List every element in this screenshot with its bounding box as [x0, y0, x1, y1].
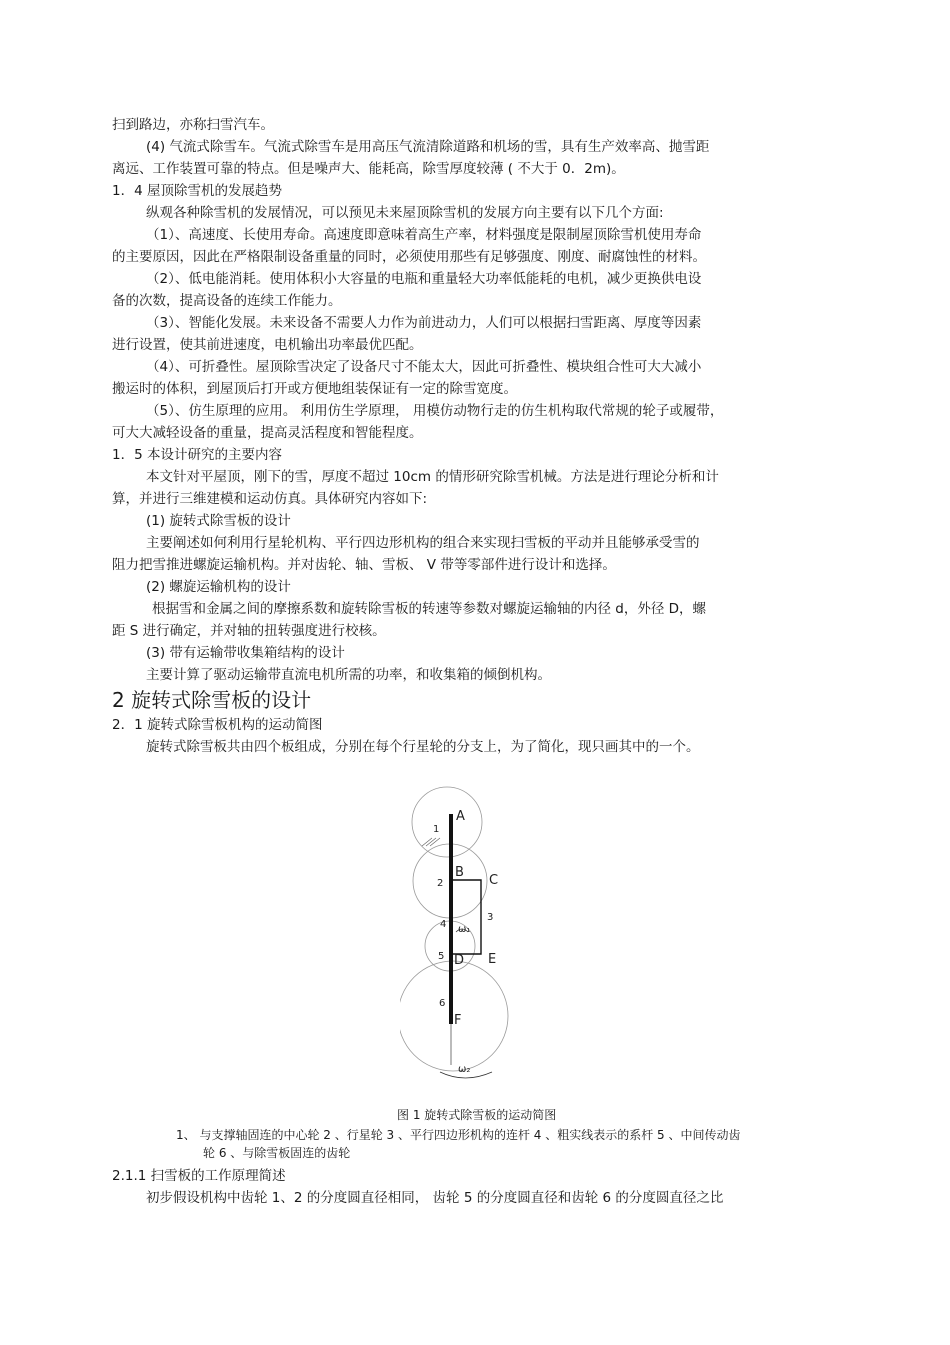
text-line: 本文针对平屋顶，刚下的雪，厚度不超过 10cm 的情形研究除雪机械。方法是进行理论分析和计: [146, 469, 719, 485]
text-line: 根据雪和金属之间的摩擦系数和旋转除雪板的转速等参数对螺旋运输轴的内径 d，外径 D，螺: [152, 601, 707, 617]
subsection-title: 2.1.1 扫雪板的工作原理简述: [112, 1168, 286, 1184]
text-line: （5）、仿生原理的应用。 利用仿生学原理， 用模仿动物行走的仿生机构取代常规的轮子或履带，: [146, 403, 724, 419]
text-line: （2）、低电能消耗。使用体积小大容量的电瓶和重量轻大功率低能耗的电机，减少更换供电设: [146, 271, 702, 287]
label-A: A: [456, 809, 465, 824]
label-omega1: ω₁: [458, 924, 471, 935]
text-line: (2) 螺旋运输机构的设计: [146, 579, 291, 595]
text-line: （4）、可折叠性。屋顶除雪决定了设备尺寸不能太大，因此可折叠性、模块组合性可大大减小: [146, 359, 702, 375]
text-line: （3）、智能化发展。未来设备不需要人力作为前进动力，人们可以根据扫雪距离、厚度等因素: [146, 315, 702, 331]
label-B: B: [455, 865, 464, 880]
label-omega2: ω₂: [458, 1064, 471, 1075]
label-D: D: [454, 953, 465, 968]
text-line: 纵观各种除雪机的发展情况，可以预见未来屋顶除雪机的发展方向主要有以下几个方面:: [146, 205, 664, 221]
text-line: 算，并进行三维建模和运动仿真。具体研究内容如下:: [112, 491, 428, 507]
text-line: 旋转式除雪板共由四个板组成，分别在每个行星轮的分支上，为了简化，现只画其中的一个。: [146, 739, 700, 755]
label-2: 2: [437, 878, 444, 889]
subsection-title: 2．1 旋转式除雪板机构的运动简图: [112, 717, 323, 733]
text-line: 离远、工作装置可靠的特点。但是噪声大、能耗高，除雪厚度较薄 ( 不大于 0．2m)。: [112, 161, 625, 177]
text-line: 可大大减轻设备的重量，提高灵活程度和智能程度。: [112, 425, 423, 441]
text-line: 的主要原因，因此在严格限制设备重量的同时，必须使用那些有足够强度、刚度、耐腐蚀性的材料。: [112, 249, 706, 265]
label-3: 3: [487, 912, 494, 923]
text-line: 搬运时的体积，到屋顶后打开或方便地组装保证有一定的除雪宽度。: [112, 381, 517, 397]
text-line: 进行设置，使其前进速度，电机输出功率最优匹配。: [112, 337, 423, 353]
parallelogram-link: [451, 880, 481, 954]
text-line: 阻力把雪推进螺旋运输机构。并对齿轮、轴、雪板、 V 带等零部件进行设计和选择。: [112, 557, 616, 573]
label-5: 5: [438, 951, 445, 962]
text-line: (4) 气流式除雪车。气流式除雪车是用高压气流清除道路和机场的雪，具有生产效率高、抛雪距: [146, 139, 710, 155]
label-E: E: [488, 952, 497, 967]
text-line: 初步假设机构中齿轮 1、2 的分度圆直径相同， 齿轮 5 的分度圆直径和齿轮 6 的分度圆直径之比: [146, 1190, 724, 1206]
text-line: 主要计算了驱动运输带直流电机所需的功率，和收集箱的倾倒机构。: [146, 667, 551, 683]
figure-caption: 图 1 旋转式除雪板的运动简图: [397, 1108, 557, 1122]
figure-legend: 1、 与支撑轴固连的中心轮 2 、行星轮 3 、平行四边形机构的连杆 4 、粗实线表示的系杆 5 、中间传动齿: [176, 1128, 741, 1142]
text-line: (1) 旋转式除雪板的设计: [146, 513, 291, 529]
text-line: 扫到路边，亦称扫雪汽车。: [112, 117, 274, 133]
label-4: 4: [440, 919, 447, 930]
text-line: 备的次数，提高设备的连续工作能力。: [112, 293, 342, 309]
section-heading: 1．5 本设计研究的主要内容: [112, 447, 282, 463]
text-line: 主要阐述如何利用行星轮机构、平行四边形机构的组合来实现扫雪板的平动并且能够承受雪的: [146, 535, 700, 551]
section-heading: 1．4 屋顶除雪机的发展趋势: [112, 183, 282, 199]
text-line: 距 S 进行确定，并对轴的扭转强度进行校核。: [112, 623, 386, 639]
chapter-title: 2 旋转式除雪板的设计: [112, 688, 312, 712]
label-1: 1: [433, 824, 440, 835]
label-F: F: [454, 1013, 462, 1028]
text-line: (3) 带有运输带收集箱结构的设计: [146, 645, 345, 661]
gear-circle: [412, 787, 482, 857]
mechanism-diagram: [400, 780, 520, 1100]
label-6: 6: [439, 998, 446, 1009]
text-line: （1）、高速度、长使用寿命。高速度即意味着高生产率，材料强度是限制屋顶除雪机使用寿命: [146, 227, 702, 243]
figure-legend: 轮 6 、与除雪板固连的齿轮: [203, 1146, 351, 1160]
label-C: C: [489, 873, 499, 888]
